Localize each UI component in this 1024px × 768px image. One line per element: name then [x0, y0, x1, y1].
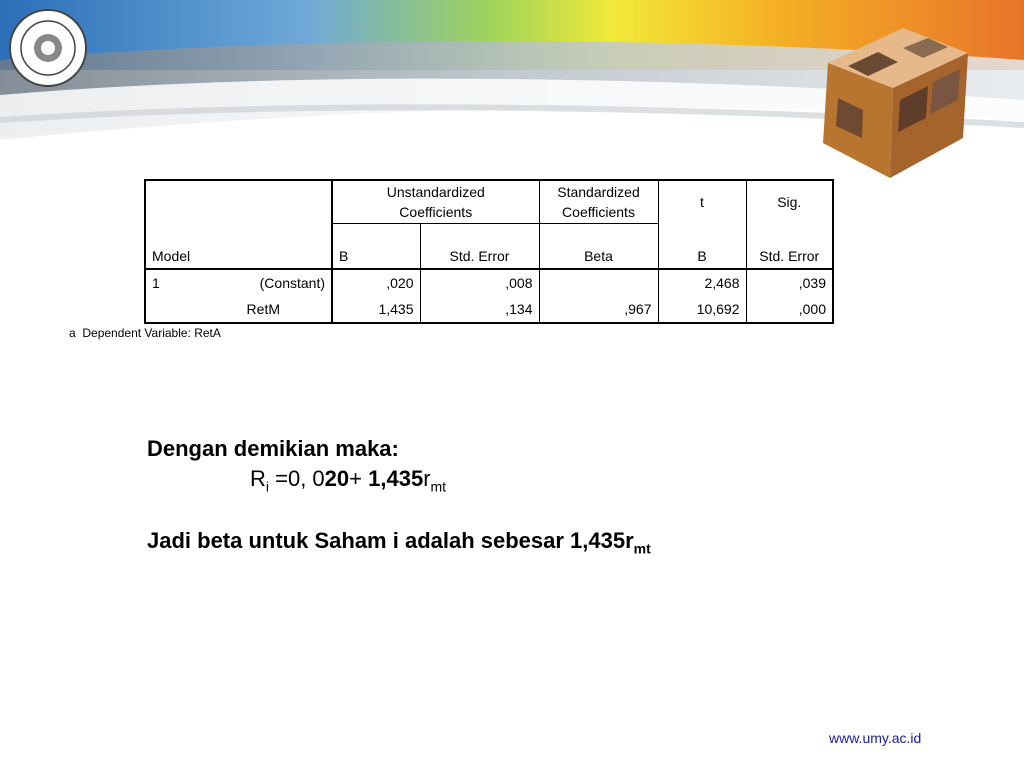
header-model: Model	[152, 248, 191, 264]
conclusion-text: Jadi beta untuk Saham i adalah sebesar $1,435r_{mt}$	[147, 528, 651, 557]
regression-formula: $R_i =0$, $020+ 1,435r_{mt}$	[250, 466, 447, 495]
header-beta: Beta	[539, 224, 658, 270]
header-standardized: Standardized Coefficients	[539, 180, 658, 224]
cell-sig: ,000	[746, 296, 833, 323]
university-seal-icon	[8, 8, 88, 88]
cell-t: 10,692	[658, 296, 746, 323]
header-t: t	[658, 180, 746, 224]
cell-std-error: ,134	[420, 296, 539, 323]
header-sig: Sig.	[746, 180, 833, 224]
row-label: 1 (Constant)	[145, 269, 332, 296]
header-unstandardized: Unstandardized Coefficients	[332, 180, 539, 224]
cell-std-error: ,008	[420, 269, 539, 296]
cell-b: 1,435	[332, 296, 420, 323]
cell-beta	[539, 269, 658, 296]
cell-sig: ,039	[746, 269, 833, 296]
header-std-error: Std. Error	[420, 224, 539, 270]
header-b: B	[332, 224, 420, 270]
cell-beta: ,967	[539, 296, 658, 323]
coefficients-table	[144, 179, 834, 324]
statement-intro: Dengan demikian maka:	[147, 436, 399, 461]
header-empty	[145, 180, 332, 224]
header-sig-sub: Std. Error	[746, 224, 833, 270]
footer-url[interactable]: www.umy.ac.id	[829, 730, 922, 746]
photo-cube-icon	[808, 18, 978, 188]
cell-b: ,020	[332, 269, 420, 296]
row-label: RetM	[246, 301, 280, 317]
cell-t: 2,468	[658, 269, 746, 296]
header-t-sub: B	[658, 224, 746, 270]
table-footnote: a Dependent Variable: RetA	[69, 326, 221, 340]
